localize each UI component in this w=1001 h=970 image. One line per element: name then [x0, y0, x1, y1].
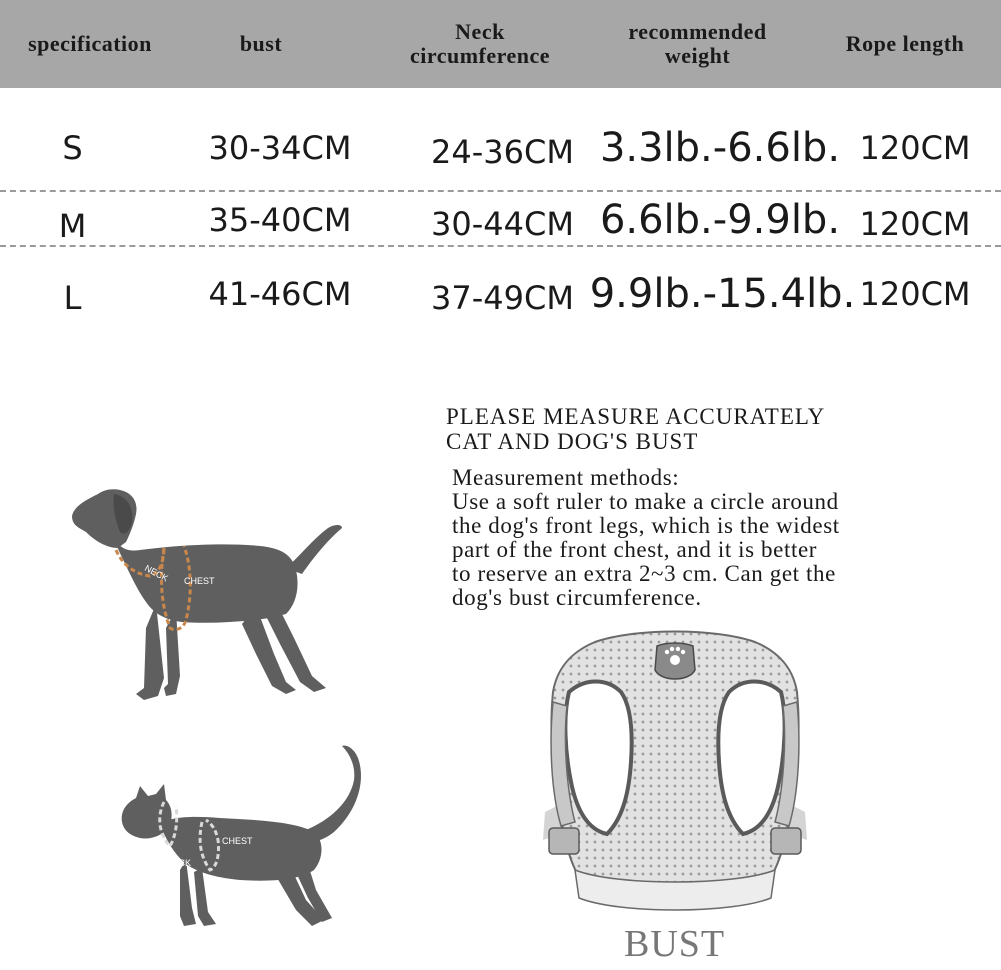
- table-row-s: [0, 112, 1001, 184]
- neck-cell: 37-49CM: [431, 279, 574, 317]
- row-divider: [0, 245, 1001, 247]
- neck-cell: 24-36CM: [431, 133, 574, 171]
- header-weight: [600, 0, 795, 88]
- bust-cell: 30-34CM: [208, 129, 352, 167]
- table-row-l: [0, 258, 1001, 330]
- header-weight-line1: recommended: [628, 19, 767, 44]
- weight-cell: 3.3lb.-6.6lb.: [599, 125, 841, 171]
- table-header: [0, 0, 1001, 88]
- header-weight-line2: weight: [664, 43, 731, 68]
- header-bust: bust: [239, 31, 283, 56]
- bust-cell: 35-40CM: [208, 201, 352, 239]
- dog-chest-label: CHEST: [184, 576, 215, 586]
- header-rope: Rope length: [845, 31, 965, 56]
- header-neck: [380, 0, 580, 88]
- notice-line1: PLEASE MEASURE ACCURATELY: [446, 404, 826, 429]
- rope-cell: 120CM: [859, 129, 971, 167]
- size-cell: S: [62, 129, 83, 167]
- size-cell: M: [58, 207, 87, 245]
- size-cell: L: [63, 279, 82, 317]
- method-line: Use a soft ruler to make a circle around: [452, 489, 839, 514]
- header-specification: specification: [28, 31, 152, 56]
- bust-cell: 41-46CM: [208, 275, 352, 313]
- method-line: part of the front chest, and it is better: [452, 537, 818, 562]
- neck-cell: 30-44CM: [431, 205, 574, 243]
- header-neck-line2: circumference: [409, 43, 551, 68]
- method-line: to reserve an extra 2~3 cm. Can get the: [452, 561, 836, 586]
- method-heading: Measurement methods:: [452, 465, 680, 490]
- weight-cell: 9.9lb.-15.4lb.: [589, 271, 856, 317]
- notice-line2: CAT AND DOG'S BUST: [446, 429, 699, 454]
- harness-illustration: [535, 622, 815, 922]
- cat-chest-label: CHEST: [222, 836, 253, 846]
- bust-label: BUST: [624, 923, 726, 965]
- header-neck-line1: Neck: [455, 19, 505, 44]
- dog-measure-illustration: [60, 478, 360, 708]
- method-line: dog's bust circumference.: [452, 585, 702, 610]
- dog-neck-label: NECK: [143, 562, 170, 584]
- cat-measure-illustration: [110, 740, 370, 935]
- method-line: the dog's front legs, which is the widest: [452, 513, 840, 538]
- weight-cell: 6.6lb.-9.9lb.: [599, 197, 841, 243]
- rope-cell: 120CM: [859, 205, 971, 243]
- harness-vest-icon: [543, 632, 807, 911]
- cat-neck-label: NECK: [166, 858, 192, 868]
- rope-cell: 120CM: [859, 275, 971, 313]
- dog-silhouette-icon: [72, 489, 342, 700]
